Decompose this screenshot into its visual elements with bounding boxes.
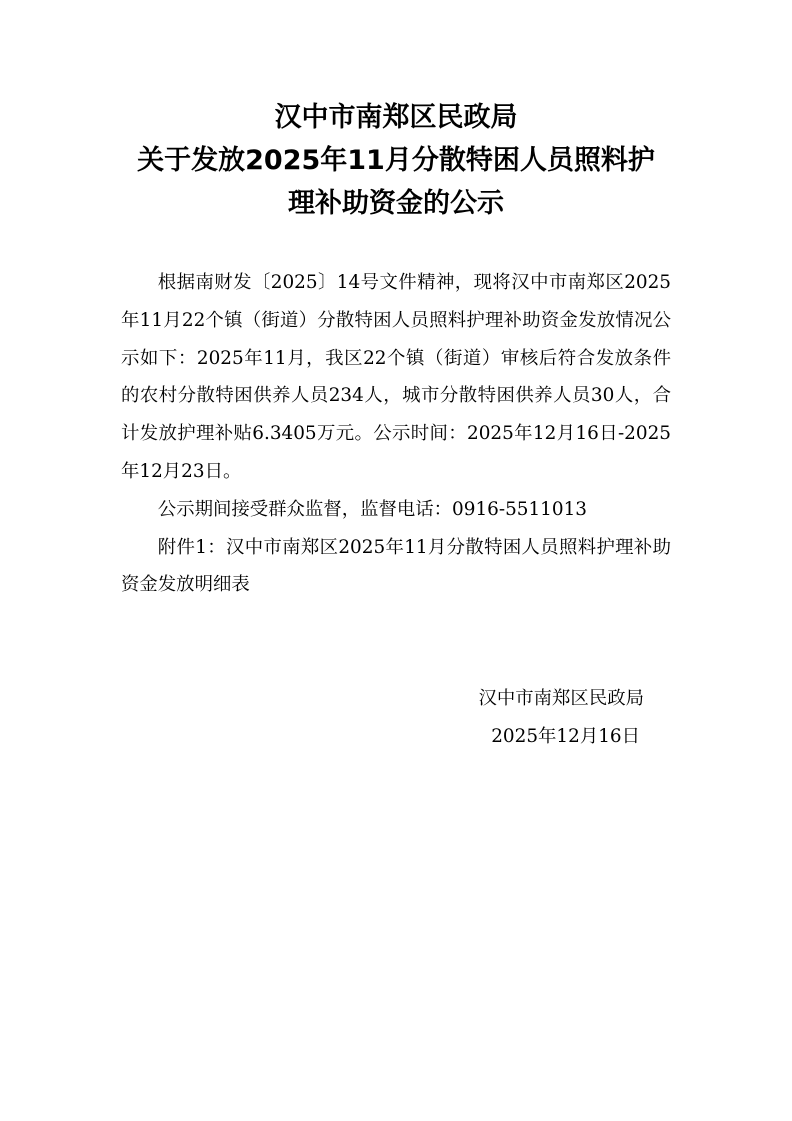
title-line-subject-cont: 理补助资金的公示 [288,188,504,219]
document-body [121,264,671,604]
paragraph-announcement: 根据南财发〔2025〕14号文件精神，现将汉中市南郑区2025年11月22个镇（街道）分散特困人员照料护理补助资金发放情况公示如下：2025年11月，我区22个镇（街道）审核后符合发放条件的农村分散特困供养人员234人，城市分散特困供养人员30人，合计发放护理补贴6.3405万元。公示时间：2025年12月16日-2025年12月23日。 [121,272,671,482]
signature-block [478,680,644,756]
title-line-org: 汉中市南郑区民政局 [274,102,518,133]
paragraph-attachment: 附件1：汉中市南郑区2025年11月分散特困人员照料护理补助资金发放明细表 [121,536,671,596]
signature-org: 汉中市南郑区民政局 [478,688,644,709]
document-title [96,96,696,225]
signature-date: 2025年12月16日 [491,725,640,747]
title-line-subject: 关于发放2025年11月分散特困人员照料护 [137,145,655,176]
paragraph-supervision: 公示期间接受群众监督，监督电话：0916-5511013 [157,498,587,520]
